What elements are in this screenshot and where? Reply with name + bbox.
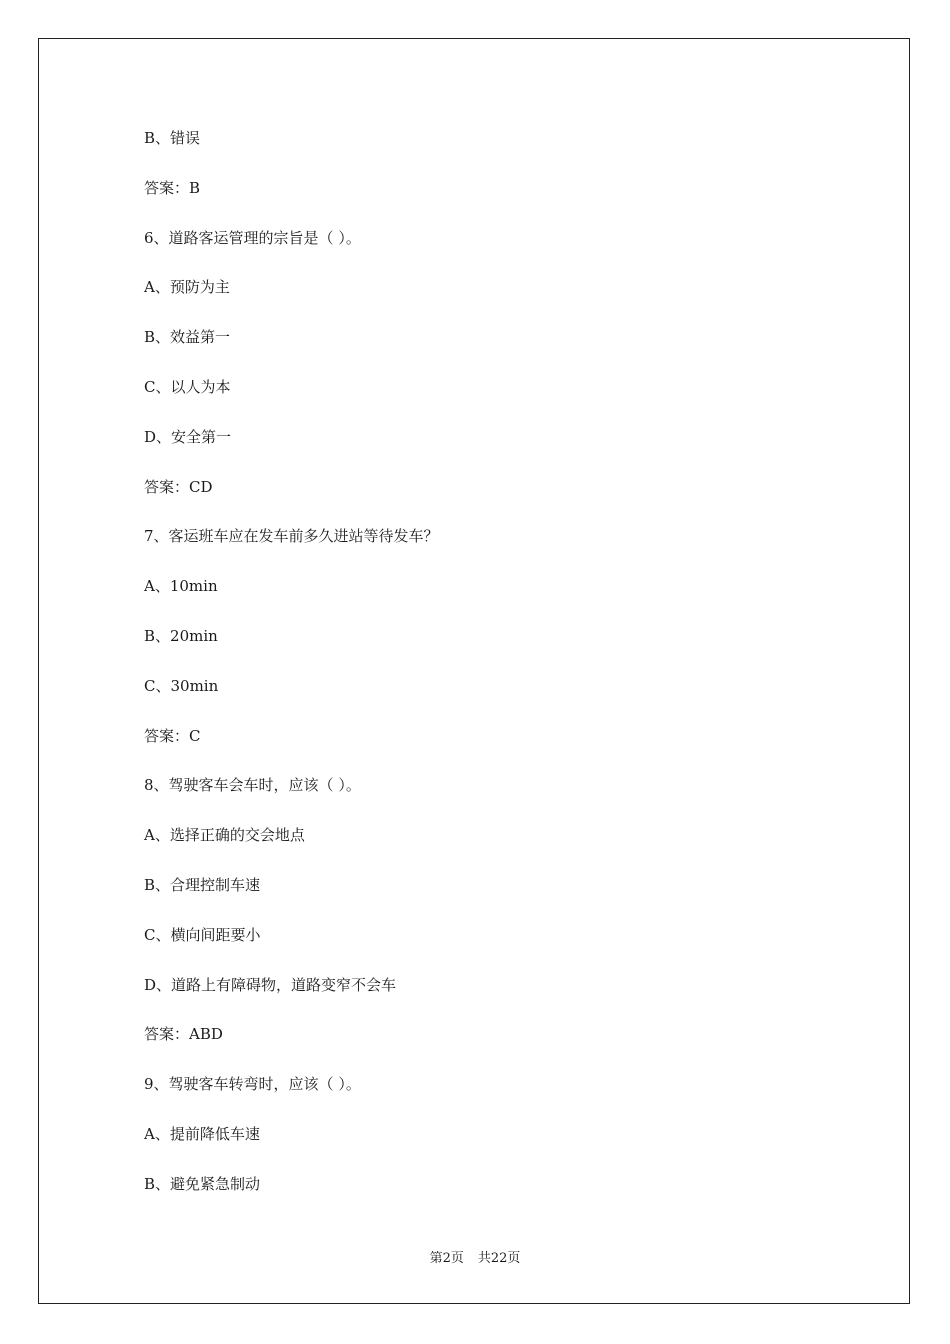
option-b: B、避免紧急制动 bbox=[144, 1174, 261, 1193]
option-a: A、10min bbox=[144, 577, 218, 596]
question-8: 8、驾驶客车会车时，应该（ ）。 bbox=[144, 776, 361, 795]
option-b: B、错误 bbox=[144, 129, 201, 147]
option-b: B、效益第一 bbox=[144, 328, 231, 347]
option-d: D、道路上有障碍物，道路变窄不会车 bbox=[144, 975, 397, 994]
answer-line: 答案：ABD bbox=[144, 1025, 223, 1044]
answer-line: 答案：C bbox=[144, 726, 201, 745]
question-7: 7、客运班车应在发车前多久进站等待发车？ bbox=[144, 527, 439, 546]
document-body bbox=[144, 124, 844, 1220]
option-a: A、提前降低车速 bbox=[144, 1124, 260, 1143]
option-a: A、预防为主 bbox=[144, 278, 230, 297]
option-d: D、安全第一 bbox=[144, 427, 232, 446]
answer-line: 答案：CD bbox=[144, 477, 213, 496]
question-6: 6、道路客运管理的宗旨是（ ）。 bbox=[144, 228, 361, 247]
page-total: 共22页 bbox=[477, 1251, 521, 1266]
question-9: 9、驾驶客车转弯时，应该（ ）。 bbox=[144, 1075, 361, 1094]
answer-line: 答案：B bbox=[144, 178, 201, 197]
option-b: B、合理控制车速 bbox=[144, 875, 261, 894]
page-footer bbox=[0, 1247, 950, 1266]
option-a: A、选择正确的交会地点 bbox=[144, 826, 305, 845]
option-c: C、横向间距要小 bbox=[144, 925, 261, 944]
option-c: C、30min bbox=[144, 676, 219, 695]
page-number: 第2页 bbox=[429, 1251, 464, 1266]
option-c: C、以人为本 bbox=[144, 377, 231, 396]
option-b: B、20min bbox=[144, 626, 218, 645]
